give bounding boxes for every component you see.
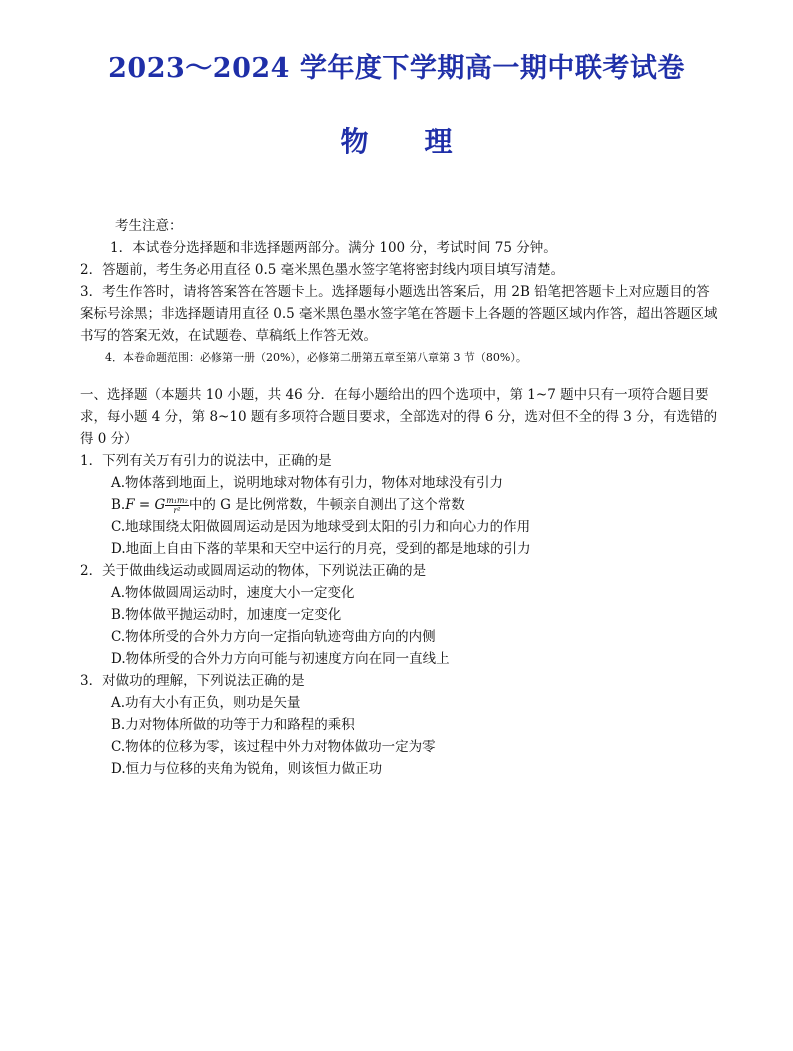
question-3-option-a: A.功有大小有正负，则功是矢量 bbox=[111, 695, 301, 711]
multiple-choice-section bbox=[80, 384, 720, 780]
formula-numerator: m₁m₂ bbox=[166, 496, 188, 505]
gravitation-formula-lhs: F = G bbox=[125, 497, 166, 513]
question-2-stem: 2．关于做曲线运动或圆周运动的物体，下列说法正确的是 bbox=[80, 563, 427, 579]
notice-item-1: 1．本试卷分选择题和非选择题两部分。满分 100 分，考试时间 75 分钟。 bbox=[110, 240, 557, 256]
section-heading: 一、选择题（本题共 10 小题，共 46 分．在每小题给出的四个选项中，第 1~7 题中只有一项符合题目要求，每小题 4 分，第 8~10 题有多项符合题目要求，全部选对的得 6 分，选对但不全的得 3 分，有选错的得 0 分） bbox=[80, 387, 718, 447]
notice-item-2: 2．答题前，考生务必用直径 0.5 毫米黑色墨水签字笔将密封线内项目填写清楚。 bbox=[80, 262, 565, 278]
question-2-option-a: A.物体做圆周运动时，速度大小一定变化 bbox=[111, 585, 355, 601]
notice-item-3: 3．考生作答时，请将答案答在答题卡上。选择题每小题选出答案后，用 2B 铅笔把答题卡上对应题目的答案标号涂黑；非选择题请用直径 0.5 毫米黑色墨水签字笔在答题卡上各题的答题区域内作答，超出答题区域书写的答案无效，在试题卷、草稿纸上作答无效。 bbox=[80, 284, 718, 344]
question-3-option-c: C.物体的位移为零，该过程中外力对物体做功一定为零 bbox=[111, 739, 436, 755]
gravitation-formula-fraction bbox=[165, 496, 189, 515]
question-1-stem: 1．下列有关万有引力的说法中，正确的是 bbox=[80, 453, 332, 469]
question-3-stem: 3．对做功的理解，下列说法正确的是 bbox=[80, 673, 305, 689]
notice-heading: 考生注意： bbox=[115, 218, 183, 234]
question-2-option-c: C.物体所受的合外力方向一定指向轨迹弯曲方向的内侧 bbox=[111, 629, 436, 645]
exam-title: 2023～2024 学年度下学期高一期中联考试卷 bbox=[108, 53, 685, 84]
subject-title: 物理 bbox=[340, 125, 509, 158]
question-3-option-d: D.恒力与位移的夹角为锐角，则该恒力做正功 bbox=[111, 761, 383, 777]
question-1-option-b bbox=[80, 494, 720, 516]
question-1-option-a: A.物体落到地面上，说明地球对物体有引力，物体对地球没有引力 bbox=[111, 475, 504, 491]
candidate-notice bbox=[80, 215, 720, 369]
option-b-prefix: B. bbox=[111, 497, 126, 513]
option-b-text: 中的 G 是比例常数，牛顿亲自测出了这个常数 bbox=[188, 497, 465, 513]
notice-item-4: 4．本卷命题范围：必修第一册（20%），必修第二册第五章至第八章第 3 节（80%）。 bbox=[105, 351, 527, 364]
question-3-option-b: B.力对物体所做的功等于力和路程的乘积 bbox=[111, 717, 355, 733]
question-1-option-c: C.地球围绕太阳做圆周运动是因为地球受到太阳的引力和向心力的作用 bbox=[111, 519, 531, 535]
question-2-option-d: D.物体所受的合外力方向可能与初速度方向在同一直线上 bbox=[111, 651, 450, 667]
question-2-option-b: B.物体做平抛运动时，加速度一定变化 bbox=[111, 607, 342, 623]
formula-denominator: r² bbox=[173, 506, 181, 515]
question-1-option-d: D.地面上自由下落的苹果和天空中运行的月亮，受到的都是地球的引力 bbox=[111, 541, 531, 557]
